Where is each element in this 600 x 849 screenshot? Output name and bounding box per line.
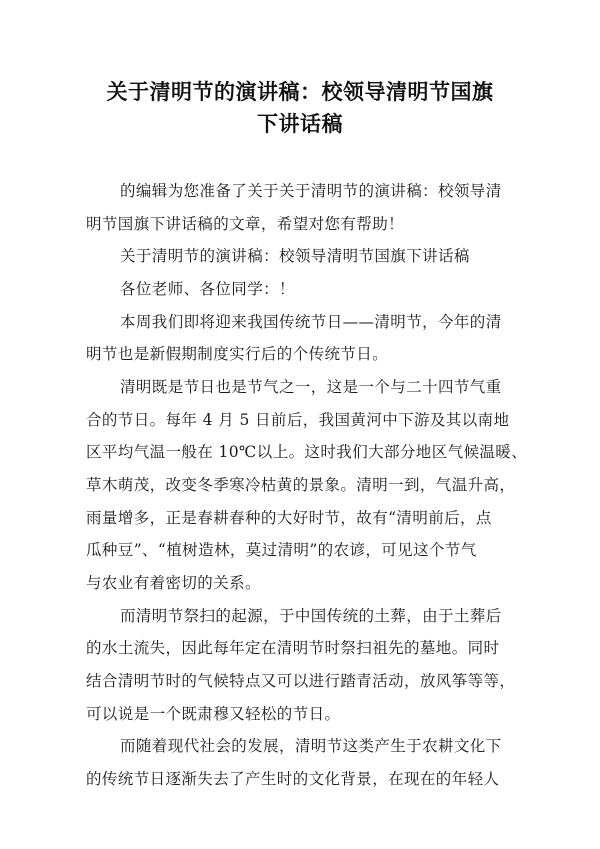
paragraph-origin-line-2: 的水土流失，因此每年定在清明节时祭扫祖先的墓地。同时 bbox=[86, 639, 500, 657]
paragraph-qingming-line-1: 清明既是节日也是节气之一，这是一个与二十四节气重 bbox=[120, 378, 502, 396]
paragraph-qingming-line-2: 合的节日。每年 4 月 5 日前后，我国黄河中下游及其以南地 bbox=[86, 411, 510, 429]
document-title-line-2: 下讲话稿 bbox=[257, 112, 343, 136]
paragraph-qingming-line-7: 与农业有着密切的关系。 bbox=[86, 574, 261, 592]
paragraph-qingming-line-4: 草木萌茂，改变冬季寒冷枯黄的景象。清明一到，气温升高， bbox=[86, 476, 516, 494]
paragraph-opening-line-2: 明节也是新假期制度实行后的个传统节日。 bbox=[86, 345, 389, 363]
paragraph-modern-line-2: 的传统节日逐渐失去了产生时的文化背景，在现在的年轻人 bbox=[86, 770, 500, 788]
paragraph-opening-line-1: 本周我们即将迎来我国传统节日——清明节，今年的清 bbox=[120, 313, 502, 331]
document-title-line-1: 关于清明节的演讲稿：校领导清明节国旗 bbox=[106, 80, 494, 104]
paragraph-qingming-line-6: 瓜种豆”、“植树造林，莫过清明”的农谚，可见这个节气 bbox=[86, 541, 477, 559]
paragraph-origin-line-1: 而清明节祭扫的起源，于中国传统的土葬，由于土葬后 bbox=[120, 607, 502, 625]
paragraph-origin-line-4: 可以说是一个既肃穆又轻松的节日。 bbox=[86, 705, 341, 723]
paragraph-intro-line-2: 明节国旗下讲话稿的文章，希望对您有帮助！ bbox=[86, 215, 405, 233]
paragraph-origin-line-3: 结合清明节时的气候特点又可以进行踏青活动，放风筝等等， bbox=[86, 672, 516, 690]
paragraph-intro-line-1: 的编辑为您准备了关于关于清明节的演讲稿：校领导清 bbox=[120, 182, 502, 200]
paragraph-greeting-line-1: 各位老师、各位同学：！ bbox=[120, 280, 295, 298]
paragraph-subtitle-line-1: 关于清明节的演讲稿：校领导清明节国旗下讲话稿 bbox=[120, 247, 470, 265]
paragraph-qingming-line-3: 区平均气温一般在 10℃以上。这时我们大部分地区气候温暖、 bbox=[86, 443, 528, 461]
paragraph-qingming-line-5: 雨量增多，正是春耕春种的大好时节，故有“清明前后，点 bbox=[86, 509, 492, 527]
paragraph-modern-line-1: 而随着现代社会的发展，清明节这类产生于农耕文化下 bbox=[120, 737, 502, 755]
